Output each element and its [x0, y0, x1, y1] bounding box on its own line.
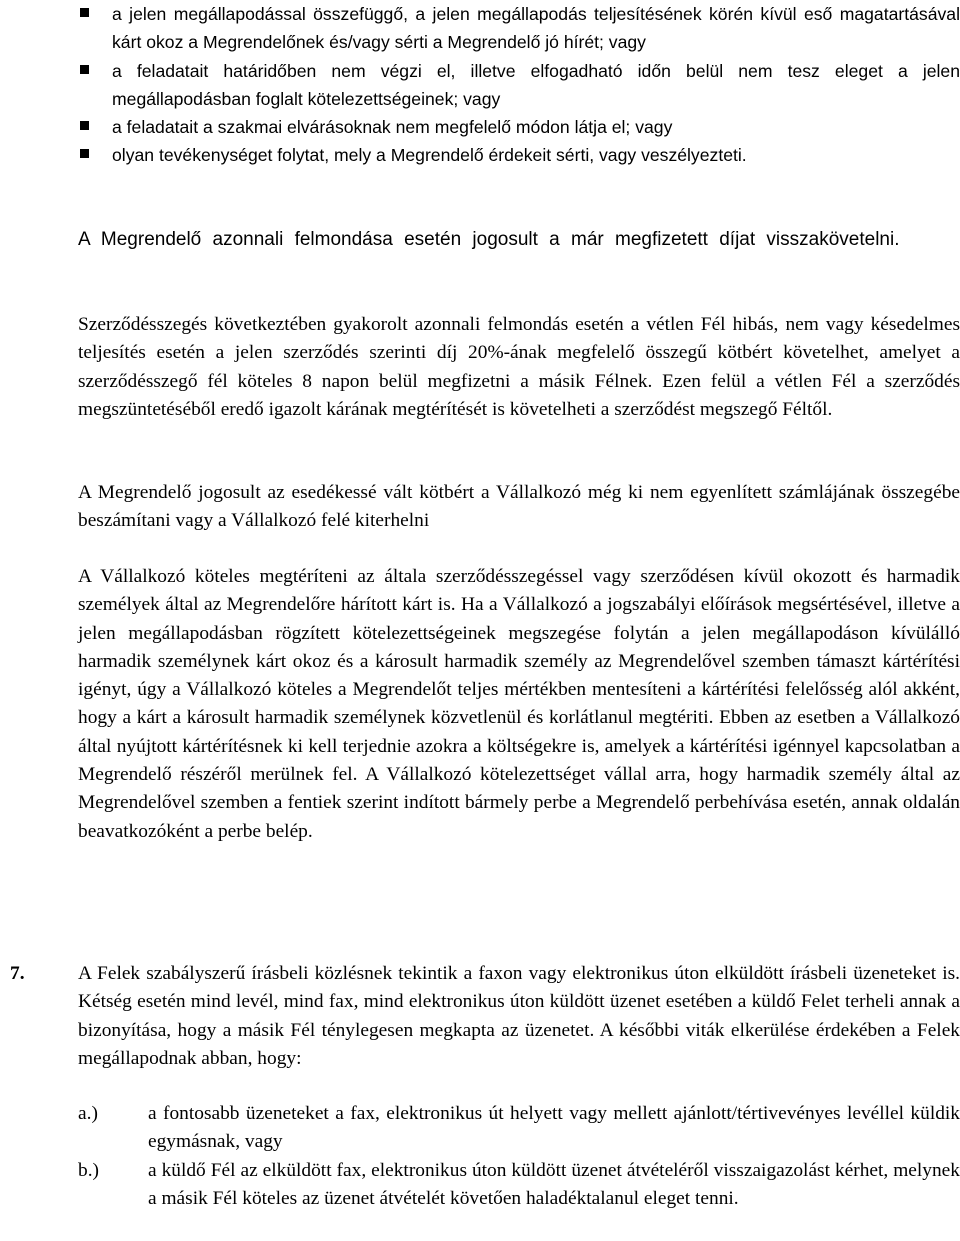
square-bullet-icon [80, 65, 89, 74]
list-item [78, 141, 960, 169]
square-bullet-icon [80, 8, 89, 17]
bullet-list [78, 0, 960, 170]
section-7-text: A Felek szabályszerű írásbeli közlésnek tekintik a faxon vagy elektronikus úton elküldött írásbeli üzeneteket is. Kétség esetén mind levél, mind fax, mind elektronikus úton küldött üzenet esetében a küldő Felet terheli annak a bizonyítása, hogy a másik Fél ténylegesen megkapta az üzenetet. A későbbi viták elkerülése érdekében a Felek megállapodnak abban, hogy: [78, 963, 960, 1069]
bullet-text: a jelen megállapodással összefüggő, a jelen megállapodás teljesítésének körén kívül eső magatartásával kárt okoz a Megrendelőnek és/vagy sérti a Megrendelő jó hírét; vagy [112, 4, 960, 53]
bullet-text: olyan tevékenységet folytat, mely a Megrendelő érdekeit sérti, vagy veszélyezteti. [112, 145, 747, 166]
list-item [78, 113, 960, 141]
sub-list [78, 1100, 960, 1157]
list-item [78, 57, 960, 114]
sub-list [78, 1157, 960, 1214]
square-bullet-icon [80, 149, 89, 158]
square-bullet-icon [80, 121, 89, 130]
paragraph-felmondas: A Megrendelő azonnali felmondása esetén jogosult a már megfizetett díjat visszakövetelni. [78, 229, 900, 250]
paragraph-vallalkozo: A Vállalkozó köteles megtéríteni az általa szerződésszegéssel vagy szerződésen kívül okozott és harmadik személyek által az Megrendelőre hárított kárt is. Ha a Vállalkozó a jogszabályi előírások megsértésével, illetve a jelen megállapodásban rögzített kötelezettségeinek megszegése folytán a jelen megállapodáson kívülálló harmadik személynek kárt okoz és a károsult harmadik személy az Megrendelővel szemben támaszt kártérítési igényt, úgy a Vállalkozó köteles a Megrendelőt teljes mértékben mentesíteni a kártérítési felelősség alól akként, hogy a kárt a károsult harmadik személynek közvetlenül és korlátlanul megtériti. Ebben az esetben a Vállalkozó által nyújtott kártérítésnek ki kell terjednie azokra a költségekre is, amelyek a kártérítési igénnyel kapcsolatban a Megrendelő részéről merülnek fel. A Vállalkozó kötelezettséget vállal arra, hogy harmadik személy által az Megrendelővel szemben a fentiek szerint indított bármely perbe a Megrendelő perbehívása esetén, annak oldalán beavatkozóként a perbe belép. [78, 566, 960, 842]
section-number: 7. [10, 963, 25, 984]
item-text: a küldő Fél az elküldött fax, elektronikus úton küldött üzenet átvételéről visszaigazolást kérhet, melynek a másik Fél köteles az üzenet átvételét követően haladéktalanul eleget tenni. [148, 1160, 960, 1210]
list-item [78, 0, 960, 57]
bullet-text: a feladatait határidőben nem végzi el, illetve elfogadható időn belül nem tesz eleget a jelen megállapodásban foglalt kötelezettségeinek; vagy [112, 60, 960, 109]
bullet-text: a feladatait a szakmai elvárásoknak nem megfelelő módon látja el; vagy [112, 117, 673, 138]
item-label: b.) [78, 1160, 100, 1181]
paragraph-szerzodesszeges: Szerződésszegés következtében gyakorolt azonnali felmondás esetén a vétlen Fél hibás, nem vagy késedelmes teljesítés esetén a jelen szerződés szerinti díj 20%-ának megfelelő összegű kötbért követelhet, amelyet a szerződésszegő fél köteles 8 napon belül megfizetni a másik Félnek. Ezen felül a vétlen Fél a szerződés megszüntetéséből eredő igazolt kárának megtérítését is követelheti a szerződést megszegő Féltől. [78, 314, 960, 420]
item-text: a fontosabb üzeneteket a fax, elektronikus út helyett vagy mellett ajánlott/tértivevényes levéllel küldik egymásnak, vagy [148, 1103, 960, 1153]
list-item [78, 1100, 960, 1157]
list-item [78, 1157, 960, 1214]
item-label: a.) [78, 1103, 98, 1124]
paragraph-kotber: A Megrendelő jogosult az esedékessé vált kötbért a Vállalkozó még ki nem egyenlített számlájának összegébe beszámítani vagy a Vállalkozó felé kiterhelni [78, 482, 960, 532]
